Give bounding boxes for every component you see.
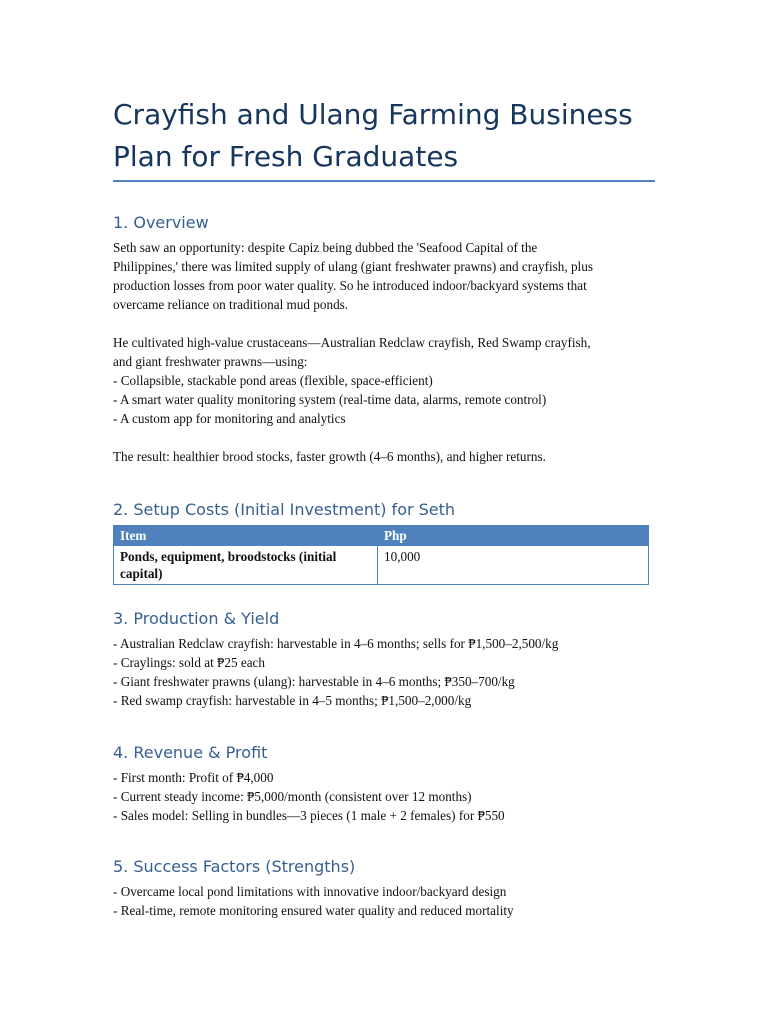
text-line: - Collapsible, stackable pond areas (flexible, space-efficient) bbox=[113, 373, 433, 388]
list-item: - Red swamp crayfish: harvestable in 4–5 months; ₱1,500–2,000/kg bbox=[113, 693, 472, 708]
list-item: - Current steady income: ₱5,000/month (consistent over 12 months) bbox=[113, 789, 472, 804]
text-line: overcame reliance on traditional mud ponds. bbox=[113, 297, 349, 312]
list-item: - Sales model: Selling in bundles—3 pieces (1 male + 2 females) for ₱550 bbox=[113, 808, 505, 823]
section-heading: 5. Success Factors (Strengths) bbox=[113, 857, 356, 876]
paragraph bbox=[113, 447, 673, 466]
section-revenue bbox=[113, 742, 673, 825]
list-item: - Real-time, remote monitoring ensured water quality and reduced mortality bbox=[113, 903, 514, 918]
paragraph bbox=[113, 768, 673, 825]
text-line: production losses from poor water quality. So he introduced indoor/backyard systems that bbox=[113, 278, 587, 293]
column-header-php: Php bbox=[378, 526, 649, 546]
section-production bbox=[113, 608, 673, 710]
section-heading: 2. Setup Costs (Initial Investment) for Seth bbox=[113, 500, 456, 519]
section-heading: 1. Overview bbox=[113, 213, 209, 232]
section-success-factors bbox=[113, 856, 673, 920]
title-line: Crayfish and Ulang Farming Business bbox=[113, 98, 633, 131]
column-header-item: Item bbox=[114, 526, 378, 546]
table-cell-php: 10,000 bbox=[378, 546, 649, 585]
paragraph bbox=[113, 238, 673, 314]
section-heading: 4. Revenue & Profit bbox=[113, 743, 268, 762]
section-overview bbox=[113, 212, 673, 466]
text-line: - A smart water quality monitoring system (real-time data, alarms, remote control) bbox=[113, 392, 547, 407]
text-line: He cultivated high-value crustaceans—Australian Redclaw crayfish, Red Swamp crayfish, bbox=[113, 335, 591, 350]
paragraph bbox=[113, 882, 673, 920]
setup-costs-table bbox=[113, 525, 649, 585]
text-line: and giant freshwater prawns—using: bbox=[113, 354, 308, 369]
text-line: The result: healthier brood stocks, faster growth (4–6 months), and higher returns. bbox=[113, 449, 546, 464]
section-heading: 3. Production & Yield bbox=[113, 609, 280, 628]
list-item: - Overcame local pond limitations with innovative indoor/backyard design bbox=[113, 884, 507, 899]
list-item: - First month: Profit of ₱4,000 bbox=[113, 770, 274, 785]
list-item: - Australian Redclaw crayfish: harvestable in 4–6 months; sells for ₱1,500–2,500/kg bbox=[113, 636, 559, 651]
text-line: - A custom app for monitoring and analytics bbox=[113, 411, 346, 426]
title-divider bbox=[113, 180, 655, 182]
title-line: Plan for Fresh Graduates bbox=[113, 140, 459, 173]
document-title bbox=[113, 94, 673, 178]
text-line: Philippines,' there was limited supply of ulang (giant freshwater prawns) and crayfish, plus bbox=[113, 259, 593, 274]
list-item: - Craylings: sold at ₱25 each bbox=[113, 655, 265, 670]
table-row bbox=[114, 546, 649, 585]
text-line: Seth saw an opportunity: despite Capiz being dubbed the 'Seafood Capital of the bbox=[113, 240, 538, 255]
table-cell-item: Ponds, equipment, broodstocks (initial capital) bbox=[114, 546, 378, 585]
paragraph bbox=[113, 634, 673, 710]
section-setup-costs bbox=[113, 499, 673, 585]
list-item: - Giant freshwater prawns (ulang): harvestable in 4–6 months; ₱350–700/kg bbox=[113, 674, 515, 689]
paragraph bbox=[113, 333, 673, 428]
table-header-row bbox=[114, 526, 649, 546]
